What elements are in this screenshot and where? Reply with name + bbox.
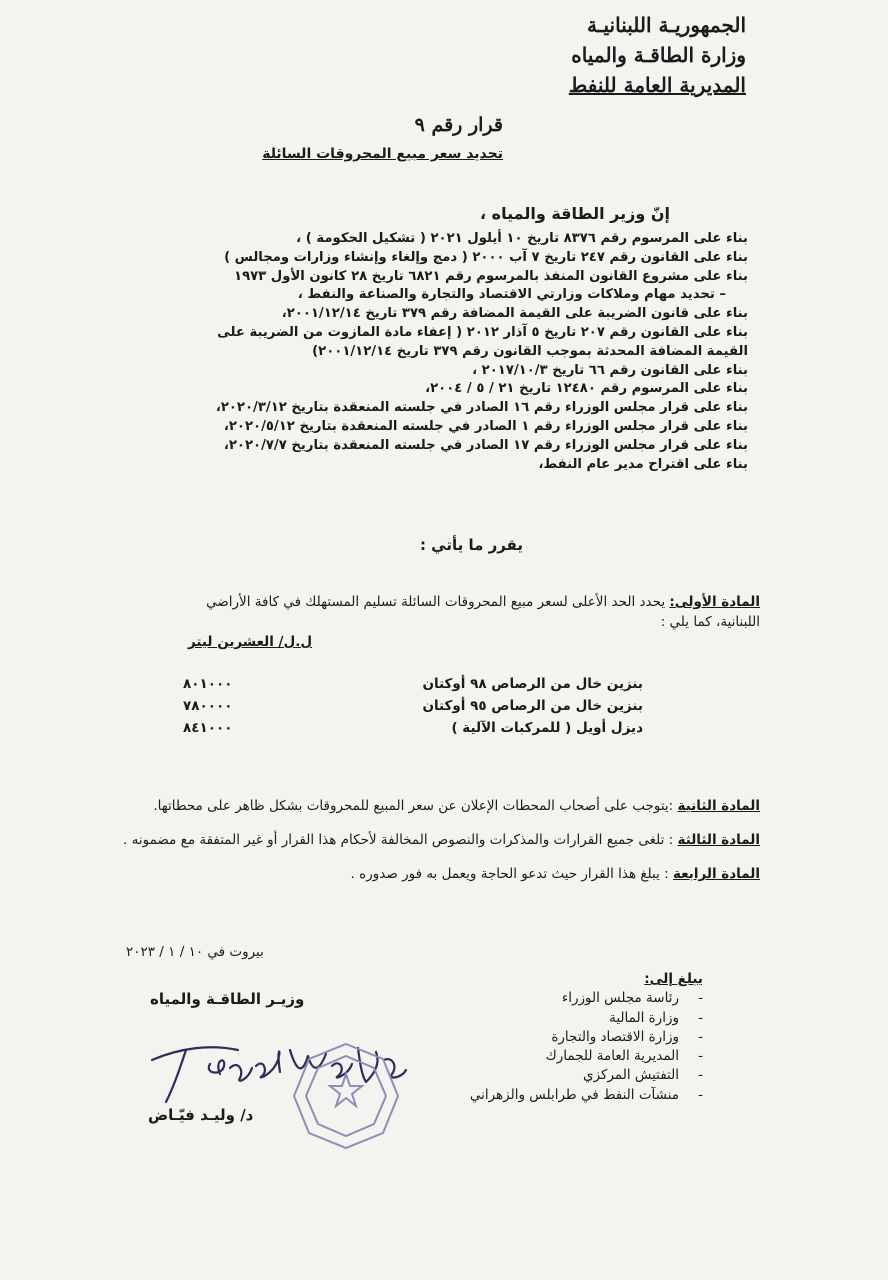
basis-line: بناء على القانون رقم ٢٠٧ تاريخ ٥ آذار ٢٠١٢ ( إعفاء مادة المازوت من الضريبة على bbox=[217, 324, 748, 340]
basis-line: بناء على القانون رقم ٦٦ تاريخ ٢٠١٧/١٠/٣ ، bbox=[472, 362, 748, 378]
fuel-name: بنزين خال من الرصاص ٩٥ أوكتان bbox=[422, 698, 643, 714]
directorate-name: المديرية العامة للنفط bbox=[568, 73, 746, 97]
list-item: - التفتيش المركزي bbox=[470, 1066, 703, 1085]
article-2-label: المادة الثانية bbox=[677, 798, 760, 814]
fuel-price: ٧٨٠٠٠٠ bbox=[183, 698, 233, 714]
price-unit: ل.ل/ العشرين ليتر bbox=[188, 634, 313, 650]
article-4-text: : يبلغ هذا القرار حيث تدعو الحاجة ويعمل به فور صدوره . bbox=[350, 866, 673, 882]
basis-line: بناء على مشروع القانون المنفذ بالمرسوم رقم ٦٨٢١ تاريخ ٢٨ كانون الأول ١٩٧٣ bbox=[234, 268, 748, 284]
issue-date: بيروت في ١٠ / ١ / ٢٠٢٣ bbox=[126, 944, 264, 960]
fuel-price: ٨٤١٠٠٠ bbox=[183, 720, 233, 736]
article-1-text: يحدد الحد الأعلى لسعر مبيع المحروقات السائلة تسليم المستهلك في كافة الأراضي اللبنانية، كما يلي : bbox=[206, 594, 760, 630]
decides-heading: يقرر ما يأتي : bbox=[419, 536, 523, 554]
article-2 bbox=[153, 796, 760, 816]
republic-name: الجمهوريـة اللبنانيـة bbox=[586, 13, 746, 37]
notify-list bbox=[470, 989, 703, 1105]
article-4 bbox=[351, 864, 760, 884]
official-stamp bbox=[290, 1040, 402, 1152]
basis-line: بناء على قانون الضريبة على القيمة المضافة رقم ٣٧٩ تاريخ ٢٠٠١/١٢/١٤، bbox=[281, 306, 748, 322]
list-item: - وزارة المالية bbox=[470, 1009, 703, 1028]
basis-line: بناء على قرار مجلس الوزراء رقم ١٦ الصادر في جلسته المنعقدة بتاريخ ٢٠٢٠/٣/١٢، bbox=[215, 400, 748, 416]
basis-line: بناء على المرسوم رقم ٨٣٧٦ تاريخ ١٠ أيلول ٢٠٢١ ( تشكيل الحكومة ) ، bbox=[296, 231, 748, 246]
decision-subject: تحديد سعر مبيع المحروقات السائلة bbox=[262, 146, 503, 162]
article-4-label: المادة الرابعة bbox=[672, 866, 760, 882]
article-2-text: :يتوجب على أصحاب المحطات الإعلان عن سعر المبيع للمحروقات بشكل ظاهر على محطاتها. bbox=[153, 798, 678, 814]
minister-line: إنّ وزير الطاقة والمياه ، bbox=[479, 204, 670, 223]
letterhead bbox=[569, 10, 746, 100]
fuel-row bbox=[183, 676, 643, 692]
basis-line: القيمة المضافة المحدثة بموجب القانون رقم ٣٧٩ تاريخ ٢٠٠١/١٢/١٤) bbox=[312, 343, 748, 359]
basis-line: بناء على القانون رقم ٢٤٧ تاريخ ٧ آب ٢٠٠٠ ( دمج وإلغاء وإنشاء وزارات ومجالس ) bbox=[224, 249, 748, 265]
minister-name: د/ وليـد فيّـاض bbox=[148, 1106, 254, 1124]
list-item: - وزارة الاقتصاد والتجارة bbox=[470, 1028, 703, 1047]
decision-number: قرار رقم ٩ bbox=[414, 114, 503, 136]
list-item: - رئاسة مجلس الوزراء bbox=[470, 989, 703, 1008]
fuel-row bbox=[183, 720, 643, 736]
ministry-name: وزارة الطاقـة والمياه bbox=[571, 43, 746, 67]
minister-title: وزيـر الطاقـة والمياه bbox=[150, 990, 305, 1008]
fuel-name: ديزل أويل ( للمركبات الآلية ) bbox=[451, 720, 643, 736]
notify-block bbox=[470, 970, 703, 1105]
basis-line: بناء على قرار مجلس الوزراء رقم ١ الصادر في جلسته المنعقدة بتاريخ ٢٠٢٠/٥/١٢، bbox=[223, 418, 748, 434]
article-1-label: المادة الأولى: bbox=[669, 594, 760, 610]
article-3 bbox=[123, 830, 760, 850]
fuel-name: بنزين خال من الرصاص ٩٨ أوكتان bbox=[422, 676, 643, 692]
legal-bases bbox=[188, 230, 748, 474]
basis-line: بناء على قرار مجلس الوزراء رقم ١٧ الصادر في جلسته المنعقدة بتاريخ ٢٠٢٠/٧/٧، bbox=[223, 437, 748, 453]
basis-line: بناء على المرسوم رقم ١٢٤٨٠ تاريخ ٢١ / ٥ / ٢٠٠٤، bbox=[425, 381, 748, 397]
basis-line: بناء على اقتراح مدير عام النفط، bbox=[538, 456, 748, 472]
article-3-text: : تلغى جميع القرارات والمذكرات والنصوص المخالفة لأحكام هذا القرار أو غير المتفقة مع مضمونه . bbox=[123, 832, 678, 848]
list-item: - منشآت النفط في طرابلس والزهراني bbox=[470, 1086, 703, 1105]
article-1 bbox=[180, 592, 760, 632]
notify-title: يبلغ إلى: bbox=[644, 971, 703, 987]
article-3-label: المادة الثالثة bbox=[677, 832, 760, 848]
list-item: - المديرية العامة للجمارك bbox=[470, 1047, 703, 1066]
fuel-price: ٨٠١٠٠٠ bbox=[183, 676, 233, 692]
basis-line: – تحديد مهام وملاكات وزارتي الاقتصاد والتجارة والصناعة والنفط ، bbox=[297, 287, 726, 303]
fuel-row bbox=[183, 698, 643, 714]
